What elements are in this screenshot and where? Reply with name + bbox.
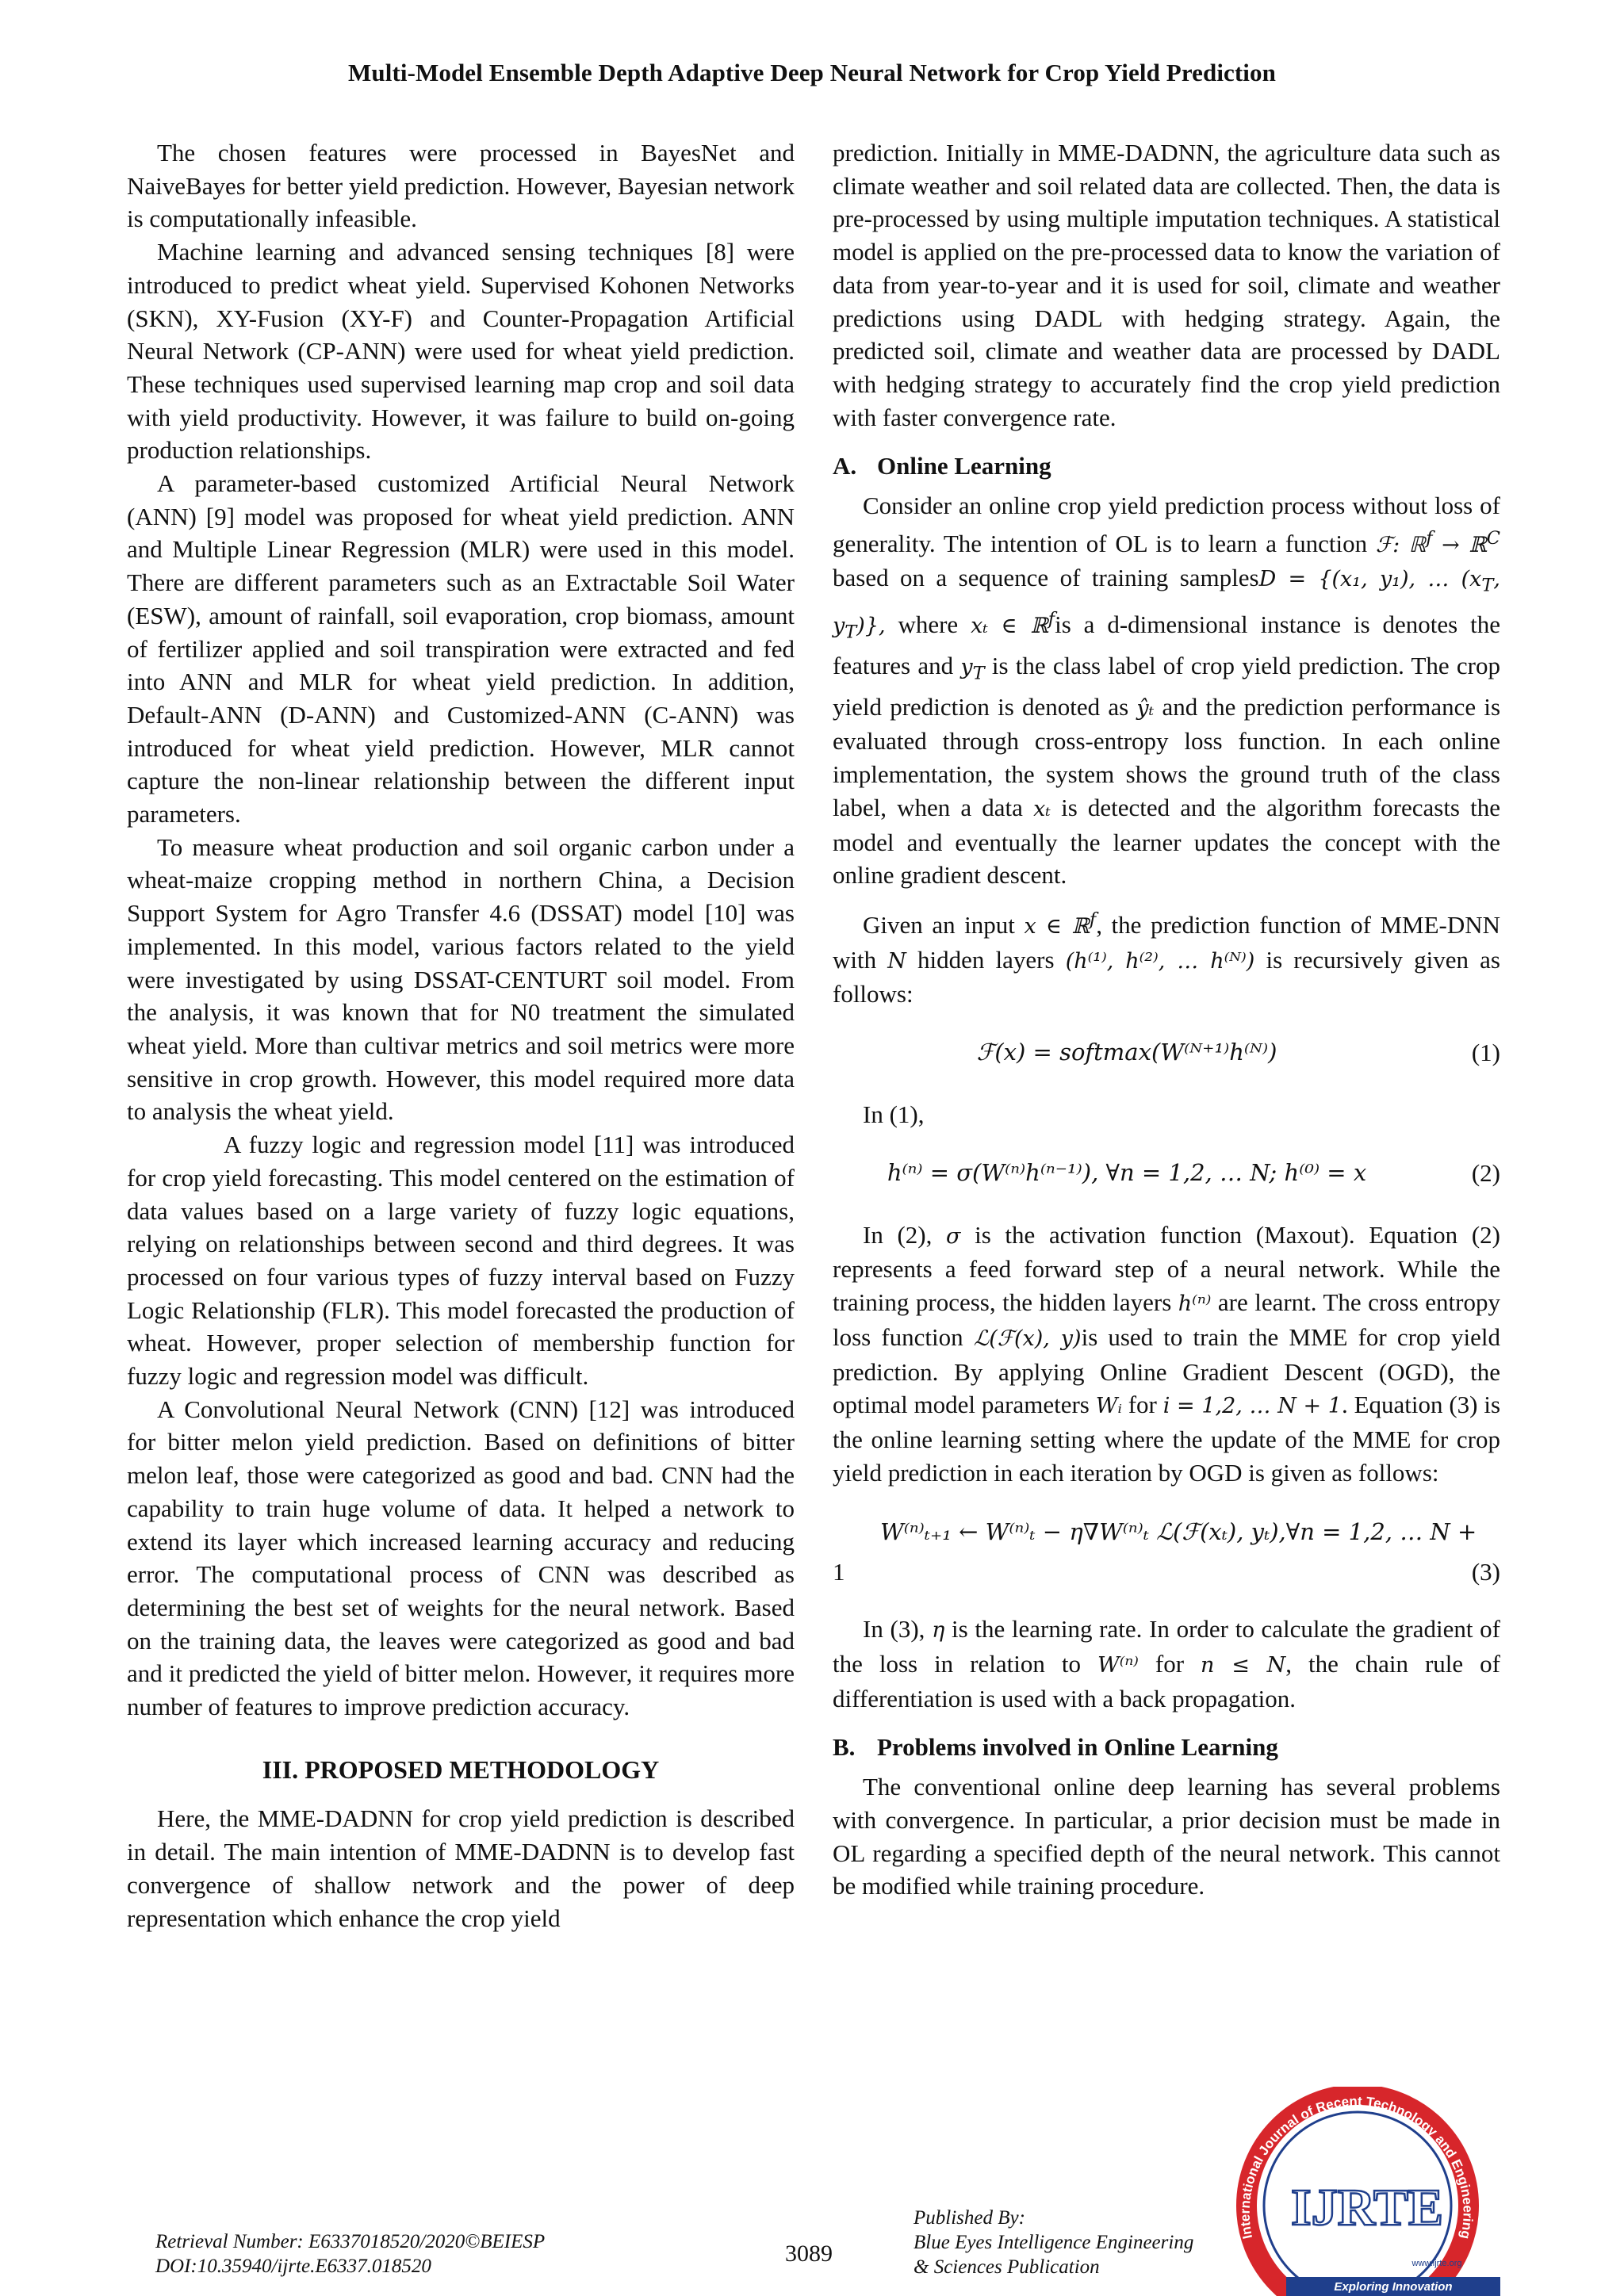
- paragraph: A fuzzy logic and regression model [11] was introduced for crop yield forecasting. This model centered on the estimation of data values based on a large variety of fuzzy logic equations, relying on relationships between second and third degrees. It was processed on four various types of fuzzy interval based on Fuzzy Logic Relationship (FLR). This model forecasted the production of wheat. However, proper selection of membership function for fuzzy logic and regression model was difficult.: [127, 1131, 795, 1391]
- running-header: Multi-Model Ensemble Depth Adaptive Deep Neural Network for Crop Yield Prediction: [348, 59, 1276, 86]
- math-inline: (h⁽¹⁾, h⁽²⁾, … h⁽ᴺ⁾): [1065, 948, 1255, 974]
- ijrte-logo: [1199, 2087, 1508, 2296]
- math-inline: n ≤ N: [1201, 1653, 1286, 1678]
- paragraph: The chosen features were processed in BayesNet and NaiveBayes for better yield prediction. However, Bayesian network is computationally infeasible.: [127, 139, 795, 233]
- math-inline: η: [932, 1618, 945, 1644]
- paragraph: In (2), σ is the activation function (Maxout). Equation (2) represents a feed forward step of a neural network. While the training process, the hidden layers h⁽ⁿ⁾ are learnt. The cross entropy loss function ℒ(ℱ(x), y)is used to train the MME for crop yield prediction. By applying Online Gradient Descent (OGD), the optimal model parameters Wᵢ for i = 1,2, … N + 1. Equation (3) is the online learning setting where the update of the MME for crop yield prediction in each iteration by OGD is given as follows:: [833, 1220, 1501, 1487]
- publisher-line-1: Blue Eyes Intelligence Engineering: [914, 2232, 1194, 2253]
- paragraph: To measure wheat production and soil organic carbon under a wheat-maize cropping method in northern China, a Decision Support System for Agro Transfer 4.6 (DSSAT) model [10] was implemented. In this model, various factors related to the yield were investigated by using DSSAT-CENTURT soil model. From the analysis, it was known that for N0 treatment the simulated wheat yield. More than cultivar metrics and soil metrics were more sensitive in crop growth. However, this model required more data to analysis the wheat yield.: [127, 832, 795, 1126]
- doi: DOI:10.35940/ijrte.E6337.018520: [155, 2256, 431, 2277]
- page-number: 3089: [785, 2241, 833, 2267]
- subsection-title: Online Learning: [877, 452, 1051, 480]
- math-inline: xₜ: [1033, 796, 1051, 821]
- math-inline: h⁽ⁿ⁾: [1178, 1292, 1212, 1317]
- paragraph: A parameter-based customized Artificial Neural Network (ANN) [9] model was proposed for wheat yield prediction. ANN and Multiple Linear Regression (MLR) were used in this model. There are different parameters such as an Extractable Soil Water (ESW), amount of rainfall, soil evaporation, crop biomass, amount of fertilizer applied and soil transpiration were extracted and fed into ANN and MLR for wheat yield prediction. In addition, Default-ANN (D-ANN) and Customized-ANN (C-ANN) was introduced for wheat yield prediction. However, MLR cannot capture the non-linear relationship between the different input parameters.: [127, 469, 795, 828]
- paragraph: A Convolutional Neural Network (CNN) [12] was introduced for bitter melon yield prediction. Based on definitions of bitter melon leaf, those were categorized as good and bad. CNN had the capability to train huge volume of data. It helped a network to extend its layer which increased learning accuracy and reducing error. The computational process of CNN was described as determining the best set of weights for the neural network. Based on the training data, the leaves were categorized as good and bad and it predicted the yield of bitter melon. However, it requires more number of features to improve prediction accuracy.: [127, 1395, 795, 1721]
- equation-number: (1): [1471, 1039, 1500, 1067]
- math-inline: i = 1,2, … N + 1: [1162, 1394, 1342, 1419]
- paragraph: prediction. Initially in MME-DADNN, the agriculture data such as climate weather and soil related data are collected. Then, the data is pre-processed by using multiple imputation techniques. A statistical model is applied on the pre-processed data to know the variation of data from year-to-year and it is used for soil, climate and weather predictions using DADL with hedging strategy. Again, the predicted soil, climate and weather data are processed by DADL with hedging strategy to accurately find the crop yield prediction with faster convergence rate.: [833, 139, 1500, 431]
- logo-wordmark: IJRTE: [1290, 2179, 1444, 2237]
- logo-ring-text: International Journal of Recent Technology and Engineering: [1237, 2093, 1476, 2241]
- equation-1: [833, 1030, 1500, 1079]
- paragraph: Here, the MME-DADNN for crop yield prediction is described in detail. The main intention of MME-DADNN is to develop fast convergence of shallow network and the power of deep representation which enhance the crop yield: [127, 1804, 795, 1932]
- footer-left: [155, 2229, 545, 2279]
- paragraph: Machine learning and advanced sensing techniques [8] were introduced to predict wheat yield. Supervised Kohonen Networks (SKN), XY-Fusion (XY-F) and Counter-Propagation Artificial Neural Network (CP-ANN) were used for wheat yield prediction. These techniques used supervised learning map crop and soil data with yield productivity. However, it was failure to build on-going production relationships.: [127, 238, 795, 465]
- paragraph: Given an input x ∈ ℝ$^f$, the prediction function of MME-DNN with N hidden layers (h⁽¹⁾, h⁽²⁾, … h⁽ᴺ⁾) is recursively given as follows:: [833, 909, 1501, 1008]
- left-column: [127, 136, 795, 1934]
- logo-url: www.ijrte.org: [1411, 2259, 1462, 2268]
- subsection-letter: B.: [833, 1733, 856, 1762]
- subsection-title: Problems involved in Online Learning: [877, 1733, 1278, 1762]
- math-inline: Wᵢ: [1095, 1394, 1122, 1419]
- published-by-label: Published By:: [914, 2207, 1025, 2229]
- subsection-heading-a: [833, 450, 1500, 483]
- retrieval-number: Retrieval Number: E6337018520/2020©BEIESP: [155, 2231, 546, 2252]
- math-inline: ŷₜ: [1136, 695, 1155, 721]
- math-inline: σ: [946, 1223, 961, 1249]
- right-column: [833, 136, 1500, 1903]
- section-heading: III. PROPOSED METHODOLOGY: [262, 1755, 660, 1784]
- paragraph: In (3), η is the learning rate. In order to calculate the gradient of the loss in relation to W⁽ⁿ⁾ for n ≤ N, the chain rule of differentiation is used with a back propagation.: [833, 1615, 1500, 1712]
- equation-continuation: 1: [833, 1558, 845, 1586]
- equation-number: (3): [1471, 1558, 1500, 1586]
- publisher-line-2: & Sciences Publication: [914, 2256, 1100, 2278]
- math-inline: xₜ ∈ ℝ$^f$: [971, 608, 1055, 638]
- math-inline: $y_T$: [960, 654, 985, 684]
- paragraph: Consider an online crop yield prediction process without loss of generality. The intention of OL is to learn a function ℱ: ℝ$^f$ → ℝ$^C$ based on a sequence of training samplesD = {(x₁, y₁), … ($x_T$, $y_T$)}, where xₜ ∈ ℝ$^f$is a d-dimensional instance is denotes the features and $y_T$ is the class label of crop yield prediction. The crop yield prediction is denoted as ŷₜ and the prediction performance is evaluated through cross-entropy loss function. In each online implementation, the system shows the ground truth of the class label, when a data xₜ is detected and the algorithm forecasts the model and eventually the learner updates the concept with the online gradient descent.: [833, 492, 1501, 890]
- equation-3: [833, 1508, 1500, 1594]
- equation-body: W⁽ⁿ⁾ₜ₊₁ ← W⁽ⁿ⁾ₜ − η∇W⁽ⁿ⁾ₜ ℒ(ℱ(xₜ), yₜ),∀n = 1,2, … N +: [880, 1518, 1477, 1546]
- paragraph: The conventional online deep learning has several problems with convergence. In particular, a prior decision must be made in OL regarding a specified depth of the neural network. This cannot be modified while training procedure.: [833, 1773, 1500, 1900]
- math-inline: N: [887, 948, 906, 974]
- equation-body: h⁽ⁿ⁾ = σ(W⁽ⁿ⁾h⁽ⁿ⁻¹⁾), ∀n = 1,2, … N; h⁽⁰⁾ = x: [887, 1158, 1367, 1186]
- math-inline: x ∈ ℝ$^f$: [1024, 909, 1097, 939]
- equation-2: [833, 1150, 1500, 1200]
- footer-publisher: [914, 2206, 1193, 2279]
- equation-body: ℱ(x) = softmax(W⁽ᴺ⁺¹⁾h⁽ᴺ⁾): [976, 1039, 1277, 1066]
- logo-tagline: Exploring Innovation: [1334, 2280, 1453, 2294]
- math-inline: W⁽ⁿ⁾: [1097, 1653, 1139, 1678]
- subsection-heading-b: [833, 1731, 1500, 1764]
- math-inline: ℒ(ℱ(x), y): [973, 1326, 1082, 1351]
- math-inline: D = {(x₁, y₁), … ($x_T$, $y_T$)},: [833, 567, 1501, 642]
- equation-number: (2): [1471, 1158, 1500, 1187]
- math-inline: ℱ: ℝ$^f$ → ℝ$^C$: [1375, 527, 1500, 557]
- paragraph: In (1),: [863, 1100, 925, 1129]
- subsection-letter: A.: [833, 452, 857, 480]
